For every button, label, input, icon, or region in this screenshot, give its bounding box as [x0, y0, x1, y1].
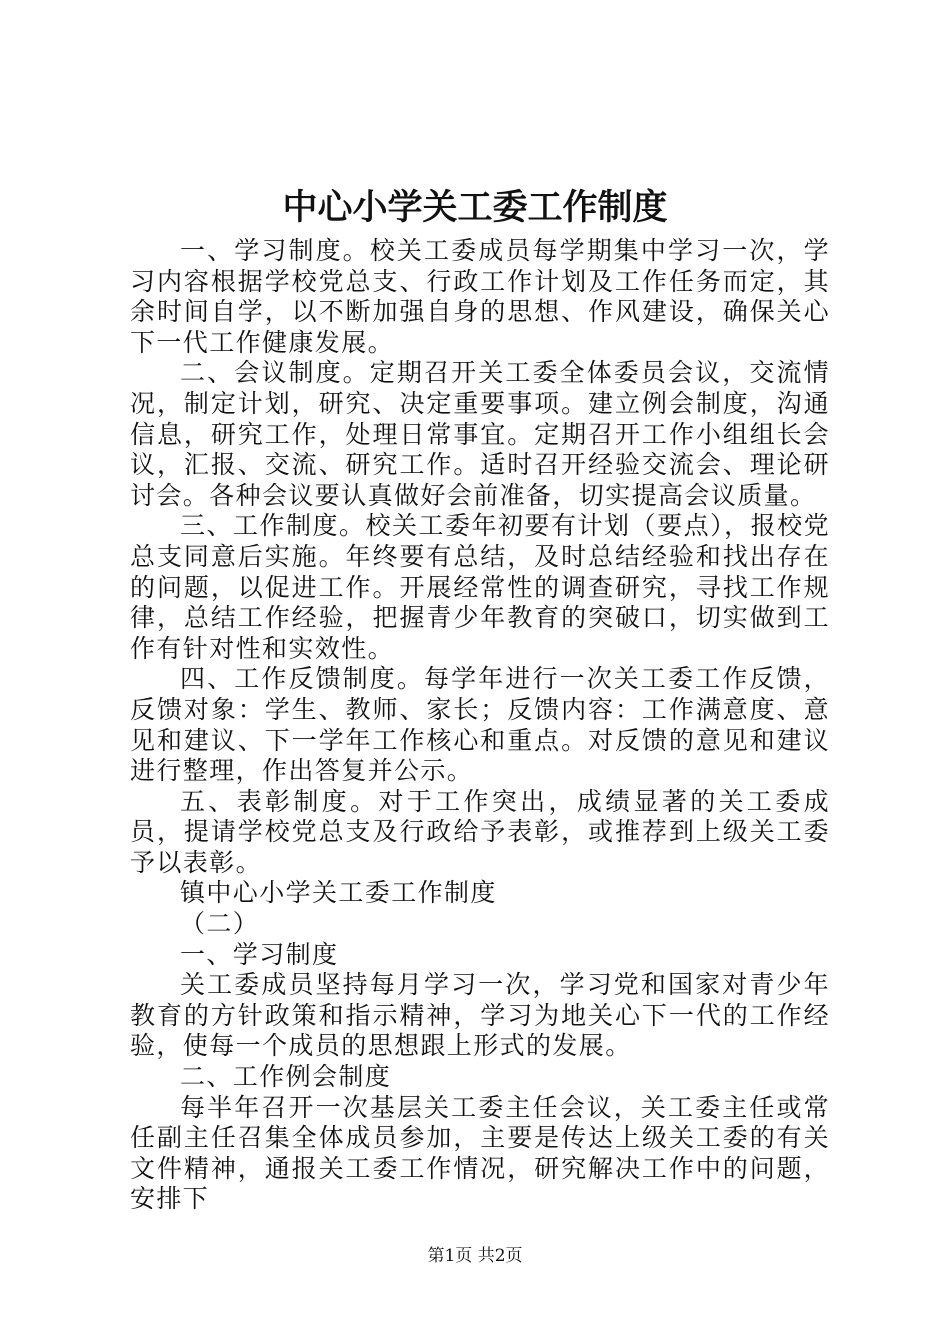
paragraph-semiannual-meeting: 每半年召开一次基层关工委主任会议，关工委主任或常任副主任召集全体成员参加，主要是传达上级关工委的有关文件精神，通报关工委工作情况，研究解决工作中的问题，安排下	[130, 1092, 830, 1214]
document-title: 中心小学关工委工作制度	[282, 187, 668, 228]
subheading-regular-meeting: 二、工作例会制度	[180, 1062, 392, 1092]
paragraph-study-system: 一、学习制度。校关工委成员每学期集中学习一次，学习内容根据学校党总支、行政工作计划及工作任务而定，其余时间自学，以不断加强自身的思想、作风建设，确保关心下一代工作健康发展。	[130, 236, 830, 357]
document-body	[130, 236, 830, 1215]
paragraph-monthly-study: 关工委成员坚持每月学习一次，学习党和国家对青少年教育的方针政策和指示精神，学习为地关心下一代的工作经验，使每一个成员的思想跟上形式的发展。	[130, 970, 830, 1061]
paragraph-meeting-system: 二、会议制度。定期召开关工委全体委员会议，交流情况，制定计划，研究、决定重要事项。建立例会制度，沟通信息，研究工作，处理日常事宜。定期召开工作小组组长会议，汇报、交流、研究工作。适时召开经验交流会、理论研讨会。各种会议要认真做好会前准备，切实提高会议质量。	[130, 358, 830, 510]
section-number-two: （二）	[180, 909, 260, 939]
page-number-footer: 第1页 共2页	[427, 1246, 523, 1266]
section-heading-town-school: 镇中心小学关工委工作制度	[180, 878, 497, 908]
subheading-study-system: 一、学习制度	[180, 939, 339, 969]
paragraph-commendation-system: 五、表彰制度。对于工作突出，成绩显著的关工委成员，提请学校党总支及行政给予表彰，或推荐到上级关工委予以表彰。	[130, 786, 830, 877]
paragraph-work-system: 三、工作制度。校关工委年初要有计划（要点），报校党总支同意后实施。年终要有总结，及时总结经验和找出存在的问题，以促进工作。开展经常性的调查研究，寻找工作规律，总结工作经验，把握青少年教育的突破口，切实做到工作有针对性和实效性。	[130, 511, 830, 663]
paragraph-feedback-system: 四、工作反馈制度。每学年进行一次关工委工作反馈，反馈对象：学生、教师、家长；反馈内容：工作满意度、意见和建议、下一学年工作核心和重点。对反馈的意见和建议进行整理，作出答复并公示。	[130, 664, 830, 786]
